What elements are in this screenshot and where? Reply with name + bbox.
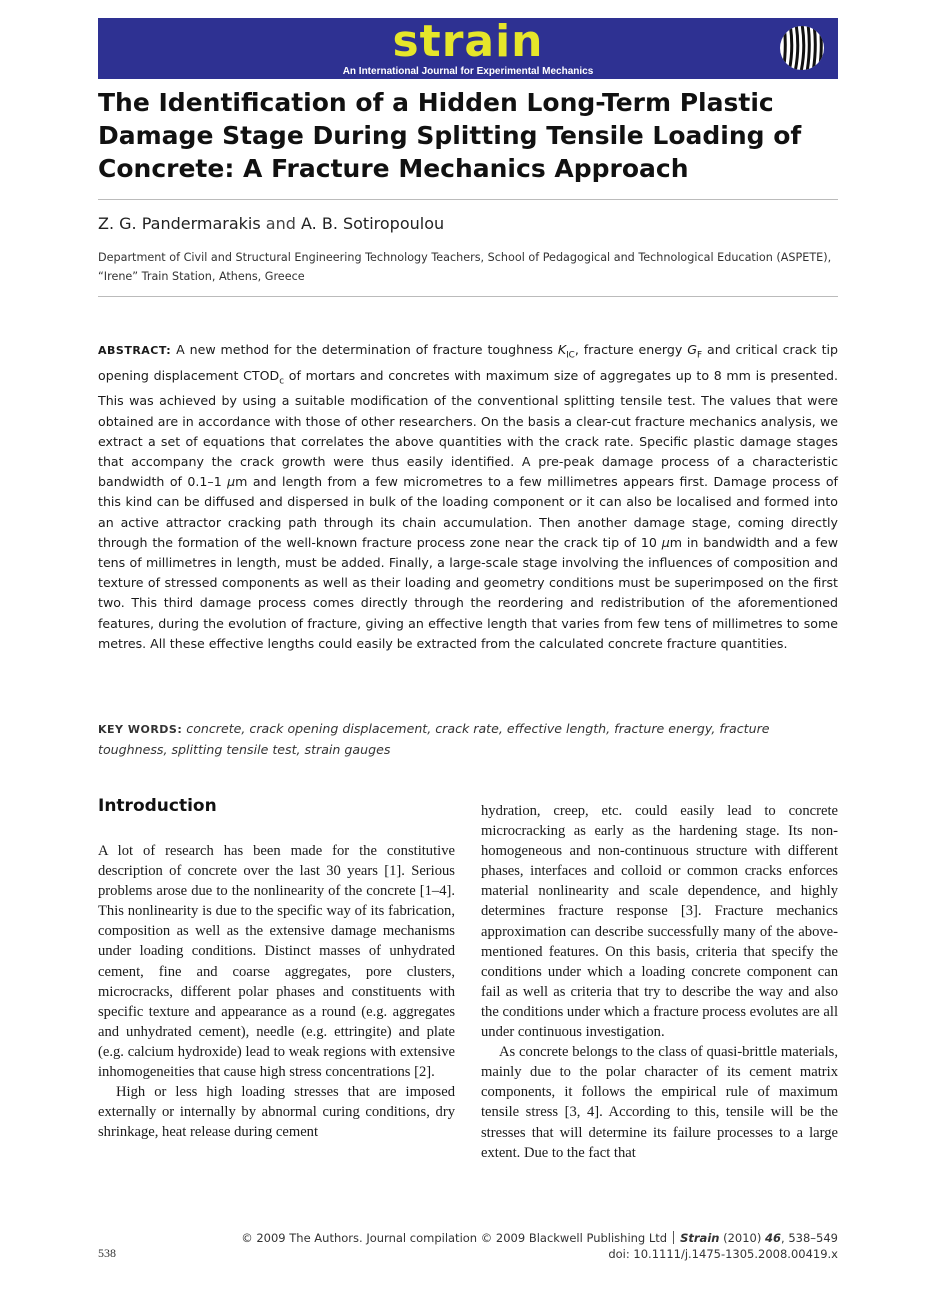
footer-journal: Strain	[680, 1231, 720, 1245]
paragraph: As concrete belongs to the class of quasi-brittle materials, mainly due to the polar character of its cement matrix components, it follows the empirical rule of maximum tensile stress [3, 4]. According to this, tensile will be the stresses that will determine its failure processes to a large extent. Due to the fact that	[481, 1044, 838, 1161]
kic-symbol: K	[557, 342, 567, 357]
kic-subscript: IC	[566, 350, 575, 361]
footer-year: (2010)	[723, 1231, 762, 1245]
keywords-label: KEY WORDS:	[98, 723, 183, 736]
footer-volume: 46	[765, 1231, 782, 1245]
article-title: The Identification of a Hidden Long-Term Plastic Damage Stage During Splitting Tensile Loading of Concrete: A Fracture Mechanics Approach	[98, 88, 802, 183]
affiliation: Department of Civil and Structural Engineering Technology Teachers, School of Pedagogical and Technological Education (ASPETE), “Irene” Train Station, Athens, Greece	[98, 251, 832, 283]
doi: doi: 10.1111/j.1475-1305.2008.00419.x	[608, 1247, 838, 1261]
abstract-text: of mortars and concretes with maximum size of aggregates up to 8 mm is presented. This was achieved by using a suitable modification of the conventional splitting tensile test. The values that were obtained are in accordance with those of other researchers. On the basis a clear-cut fracture mechanics analysis, we extract a set of equations that correlates the above quantities with the crack rate. Specific plastic damage stages that accompany the crack growth were thus easily identified. A pre-peak damage process of a characteristic bandwidth of 0.1–1	[98, 367, 838, 490]
abstract-label: ABSTRACT:	[98, 344, 172, 357]
author-line	[98, 214, 444, 233]
author-2: A. B. Sotiropoulou	[301, 214, 445, 233]
left-column	[98, 841, 455, 1142]
journal-name: strain	[392, 16, 544, 67]
title-divider	[98, 199, 838, 200]
ctod-subscript: c	[279, 376, 285, 387]
author-1: Z. G. Pandermarakis	[98, 214, 261, 233]
paragraph: A lot of research has been made for the constitutive description of concrete over the last 30 years [1]. Serious problems arose due to the nonlinearity of the concrete [1–4]. This nonlinearity is due to the specific way of its fabrication, composition as well as the extensive damage mechanisms under loading conditions. Distinct masses of unhydrated cement, fine and coarse aggregates, pore clusters, microcracks, different polar phases and constituents with specific texture and appearance as a round (e.g. aggregates and unhydrated cement), needle (e.g. ettringite) and plate (e.g. calcium hydroxide) lead to weak regions with extensive inhomogeneities that cause high stress concentrations [2].	[98, 843, 455, 1081]
striped-globe-icon	[778, 24, 826, 72]
copyright: © 2009 The Authors. Journal compilation © 2009 Blackwell Publishing Ltd	[241, 1231, 668, 1245]
paragraph: High or less high loading stresses that are imposed externally or internally by abnormal curing conditions, dry shrinkage, heat release during cement	[98, 1084, 455, 1141]
gf-subscript: F	[697, 350, 703, 361]
journal-banner	[98, 18, 838, 79]
author-conjunction: and	[265, 214, 296, 233]
abstract-text: and critical crack tip opening displacement CTOD	[98, 342, 838, 383]
abstract-text: A new method for the determination of fracture toughness	[176, 342, 558, 357]
mu-symbol: μ	[227, 474, 236, 490]
abstract-text: m and length from a few micrometres to a few millimetres appears first. Damage process of this kind can be diffused and dispersed in bulk of the loading component or it can also be localised and formed into an active attractor cracking path through its chain accumulation. Then another damage stage, coming directly through the formation of the well-known fracture process zone near the crack tip of 10	[98, 474, 838, 550]
footer-pages: , 538–549	[781, 1231, 838, 1245]
gf-symbol: G	[687, 342, 697, 357]
abstract-text: , fracture energy	[574, 342, 688, 357]
keywords-list: concrete, crack opening displacement, crack rate, effective length, fracture energy, fracture toughness, splitting tensile test, strain gauges	[98, 721, 770, 757]
page-number: 538	[98, 1246, 116, 1260]
section-heading: Introduction	[98, 796, 217, 816]
abstract	[98, 340, 838, 654]
paragraph: hydration, creep, etc. could easily lead to concrete microcracking as early as the hardening stage. Its non-homogeneous and non-continuous structure with different phases, interfaces and colloid or common cracks enforces material nonlinearity and scale dependence, and highly determines fracture response [3]. Fracture mechanics approximation can describe successfully many of the above-mentioned features. On this basis, criteria that specify the conditions under which a loading concrete component can fail as well as criteria that try to describe the way and also the conditions under which a fracture process evolutes are all under continuous investigation.	[481, 803, 839, 1041]
mu-symbol: μ	[661, 534, 670, 550]
journal-tagline: An International Journal for Experimental Mechanics	[342, 66, 594, 77]
right-column	[481, 801, 838, 1163]
affiliation-divider	[98, 296, 838, 297]
footer-separator	[673, 1231, 674, 1244]
abstract-text: m in bandwidth and a few tens of millimetres in length, must be added. Finally, a large-scale stage involving the influences of composition and texture of stressed components as well as their loading and geometry conditions must be superimposed on the first two. This third damage process comes directly through the reordering and redistribution of the aforementioned features, during the evolution of fracture, giving an effective length that varies from few tens of millimetres to some metres. All these effective lengths could easily be extracted from the calculated concrete fracture quantities.	[98, 534, 839, 651]
keywords	[98, 719, 838, 760]
footer	[241, 1230, 838, 1262]
